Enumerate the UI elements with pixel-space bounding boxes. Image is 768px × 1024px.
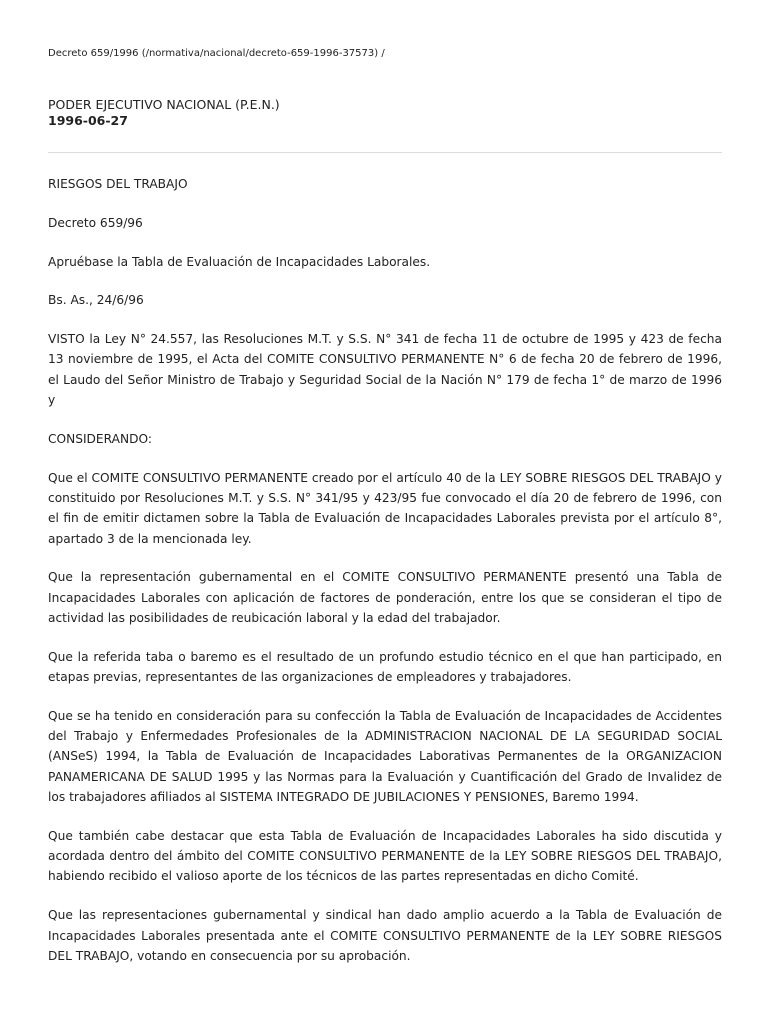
- place-date: Bs. As., 24/6/96: [48, 293, 144, 308]
- considerando-paragraph: Que la representación gubernamental en el COMITE CONSULTIVO PERMANENTE presentó una Tabla de Incapacidades Laborales con aplicación de factores de ponderación, entre los que se consideran el tipo de actividad las posibilidades de reubicación laboral y la edad del trabajador.: [48, 570, 722, 625]
- header-divider: [48, 152, 722, 153]
- decree-summary: Apruébase la Tabla de Evaluación de Incapacidades Laborales.: [48, 254, 431, 269]
- issuer-title: PODER EJECUTIVO NACIONAL (P.E.N.): [48, 97, 280, 112]
- considerando-paragraph: Que se ha tenido en consideración para su confección la Tabla de Evaluación de Incapacidades de Accidentes del Trabajo y Enfermedades Profesionales de la ADMINISTRACION NACIONAL DE LA SEGURIDAD SOCIAL (ANSeS) 1994, la Tabla de Evaluación de Incapacidades Laborativas Permanentes de la ORGANIZACION PANAMERICANA DE SALUD 1995 y las Normas para la Evaluación y Cuantificación del Grado de Invalidez de los trabajadores afiliados al SISTEMA INTEGRADO DE JUBILACIONES Y PENSIONES, Baremo 1994.: [48, 708, 722, 805]
- section-title: RIESGOS DEL TRABAJO: [48, 177, 188, 191]
- considerando-paragraph: Que las representaciones gubernamental y sindical han dado amplio acuerdo a la Tabla de Evaluación de Incapacidades Laborales presentada ante el COMITE CONSULTIVO PERMANENTE de la LEY SOBRE RIESGOS DEL TRABAJO, votando en consecuencia por su aprobación.: [48, 908, 722, 963]
- visto-paragraph: VISTO la Ley N° 24.557, las Resoluciones M.T. y S.S. N° 341 de fecha 11 de octubre de 1995 y 423 de fecha 13 noviembre de 1995, el Acta del COMITE CONSULTIVO PERMANENTE N° 6 de fecha 20 de febrero de 1996, el Laudo del Señor Ministro de Trabajo y Seguridad Social de la Nación N° 179 de fecha 1° de marzo de 1996 y: [48, 332, 722, 408]
- considerando-heading: CONSIDERANDO:: [48, 431, 152, 446]
- decree-number: Decreto 659/96: [48, 215, 143, 230]
- considerando-paragraph: Que la referida taba o baremo es el resultado de un profundo estudio técnico en el que han participado, en etapas previas, representantes de las organizaciones de empleadores y trabajadores.: [48, 649, 722, 685]
- publication-date: 1996-06-27: [48, 113, 128, 128]
- considerando-paragraph: Que también cabe destacar que esta Tabla de Evaluación de Incapacidades Laborales ha sido discutida y acordada dentro del ámbito del COMITE CONSULTIVO PERMANENTE de la LEY SOBRE RIESGOS DEL TRABAJO, habiendo recibido el valioso aporte de los técnicos de las partes representadas en dicho Comité.: [48, 828, 722, 884]
- considerando-paragraph: Que el COMITE CONSULTIVO PERMANENTE creado por el artículo 40 de la LEY SOBRE RIESGOS DEL TRABAJO y constituido por Resoluciones M.T. y S.S. N° 341/95 y 423/95 fue convocado el día 20 de febrero de 1996, con el fin de emitir dictamen sobre la Tabla de Evaluación de Incapacidades Laborales prevista por el artículo 8°, apartado 3 de la mencionada ley.: [48, 470, 722, 546]
- document-header: [48, 97, 280, 129]
- document-body: [48, 174, 722, 985]
- breadcrumb[interactable]: Decreto 659/1996 (/normativa/nacional/decreto-659-1996-37573) /: [48, 48, 385, 59]
